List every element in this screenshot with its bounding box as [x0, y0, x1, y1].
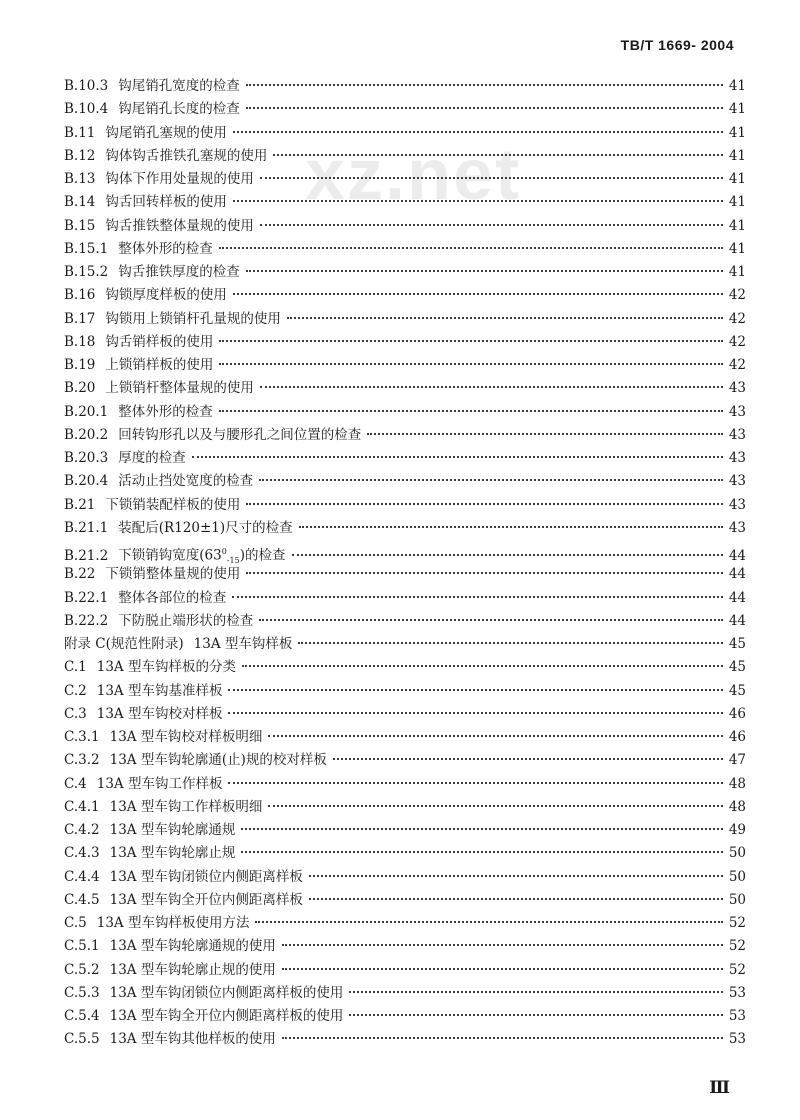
dot-leader [309, 898, 723, 900]
dot-leader [241, 828, 722, 830]
toc-entry [64, 796, 746, 819]
toc-entry-title: 13A 型车钩轮廓止规 [109, 845, 236, 862]
toc-entry-page: 41 [728, 194, 746, 211]
dot-leader [255, 921, 722, 923]
toc-entry-title: 整体外形的检查 [118, 403, 213, 420]
dot-leader [349, 1014, 722, 1016]
toc-entry [64, 122, 746, 145]
toc-entry-number: B.21.2 [64, 547, 109, 564]
toc-entry-page: 43 [728, 450, 746, 466]
toc-entry [64, 1028, 746, 1051]
toc-entry-page: 50 [728, 845, 746, 862]
toc-entry-title: 13A 型车钩其他样板的使用 [109, 1031, 276, 1048]
toc-entry [64, 773, 746, 796]
toc-entry-number: B.22 [64, 566, 96, 583]
toc-entry-page: 49 [728, 822, 746, 838]
toc-entry-number: B.18 [64, 333, 96, 350]
toc-entry [64, 982, 746, 1005]
toc-entry-number: B.20.3 [64, 450, 109, 466]
toc-entry-number: B.15 [64, 217, 96, 234]
toc-entry-title: 钩锁厚度样板的使用 [105, 287, 227, 304]
toc-entry-title: 钩锁用上锁销杆孔量规的使用 [105, 310, 281, 327]
toc-entry [64, 866, 746, 889]
toc-entry-page: 52 [728, 961, 746, 978]
toc-entry-title: 13A 型车钩样板的分类 [96, 659, 236, 676]
dot-leader [246, 270, 723, 272]
toc-entry-title: 13A 型车钩工作样板明细 [109, 798, 263, 815]
toc-entry-page: 44 [728, 612, 746, 629]
toc-entry [64, 842, 746, 865]
toc-entry-page: 43 [728, 426, 746, 443]
toc-entry-title: 13A 型车钩闭锁位内侧距离样板的使用 [109, 984, 344, 1001]
toc-entry-number: C.2 [64, 682, 87, 699]
toc-entry [64, 517, 746, 540]
toc-entry [64, 98, 746, 121]
dot-leader [228, 712, 722, 714]
toc-entry [64, 470, 746, 493]
dot-leader [260, 224, 723, 226]
toc-entry-number: B.20.4 [64, 473, 109, 490]
dot-leader [268, 735, 722, 737]
toc-entry [64, 656, 746, 679]
toc-entry-title: 13A 型车钩基准样板 [96, 682, 223, 699]
toc-entry-number: B.12 [64, 147, 96, 164]
watermark: xz.net [305, 135, 522, 215]
toc-entry-title: 钩尾销孔塞规的使用 [105, 124, 227, 141]
dot-leader [232, 596, 723, 598]
toc-entry [64, 494, 746, 517]
toc-entry-number: B.22.1 [64, 589, 109, 606]
toc-entry-page: 45 [728, 682, 746, 699]
toc-entry-number: B.14 [64, 194, 96, 211]
toc-entry-number: C.5.1 [64, 938, 100, 955]
dot-leader [246, 84, 723, 86]
toc-entry [64, 424, 746, 447]
dot-leader [233, 200, 723, 202]
toc-entry-page: 52 [728, 938, 746, 955]
toc-entry-title: 13A 型车钩轮廓通规 [109, 822, 236, 838]
toc-entry-number: C.5.4 [64, 1008, 100, 1024]
toc-entry-page: 43 [728, 473, 746, 490]
toc-entry-number: B.20.1 [64, 403, 109, 420]
tolerance-upper: 0 [221, 547, 227, 556]
toc-entry-number: C.4.3 [64, 845, 100, 862]
toc-entry-number: C.4.5 [64, 891, 100, 908]
toc-entry-title: 钩体下作用处量规的使用 [105, 171, 254, 187]
toc-entry [64, 191, 746, 214]
toc-entry-page: 41 [728, 78, 746, 94]
dot-leader [246, 572, 722, 574]
toc-entry [64, 238, 746, 261]
toc-entry-number: B.15.1 [64, 240, 109, 257]
dot-leader [228, 782, 722, 784]
toc-entry [64, 587, 746, 610]
toc-entry [64, 261, 746, 284]
dot-leader [242, 665, 723, 667]
toc-entry-number: C.5.3 [64, 984, 100, 1001]
toc-entry-page: 41 [728, 124, 746, 141]
toc-entry-page: 52 [728, 915, 746, 931]
toc-entry [64, 308, 746, 331]
toc-entry-page: 42 [728, 333, 746, 350]
toc-entry [64, 633, 746, 656]
dot-leader [268, 805, 722, 807]
dot-leader [228, 689, 722, 691]
toc-entry-number: B.10.3 [64, 78, 109, 94]
toc-entry [64, 935, 746, 958]
toc-entry-page: 44 [728, 547, 746, 564]
toc-entry-title: 13A 型车钩轮廓止规的使用 [109, 961, 276, 978]
toc-entry-number: C.4.2 [64, 822, 100, 838]
dot-leader [241, 851, 722, 853]
dot-leader [233, 293, 723, 295]
toc-entry-page: 45 [728, 659, 746, 676]
toc-entry [64, 726, 746, 749]
toc-entry-title: 上锁销杆整体量规的使用 [105, 380, 254, 397]
toc-entry-number: B.13 [64, 171, 96, 187]
toc-entry [64, 749, 746, 772]
toc-entry-page: 43 [728, 496, 746, 513]
dot-leader [246, 503, 722, 505]
dot-leader [246, 107, 723, 109]
toc-entry-number: B.21.1 [64, 519, 109, 536]
toc-entry-page: 43 [728, 380, 746, 397]
toc-entry-page: 42 [728, 287, 746, 304]
dot-leader [259, 479, 723, 481]
toc-entry [64, 145, 746, 168]
toc-entry-title: 13A 型车钩样板使用方法 [96, 915, 250, 931]
dot-leader [233, 131, 723, 133]
toc-entry-page: 44 [728, 589, 746, 606]
toc-entry-number: C.3 [64, 705, 87, 722]
dot-leader [282, 944, 723, 946]
toc-entry-page: 43 [728, 403, 746, 420]
toc-entry-number: 附录 C(规范性附录) [64, 636, 184, 652]
dot-leader [282, 1037, 723, 1039]
dot-leader [192, 456, 723, 458]
toc-entry-number: C.5.5 [64, 1031, 100, 1048]
toc-entry-number: C.4 [64, 775, 87, 792]
toc-entry-title: 回转钩形孔以及与腰形孔之间位置的检查 [118, 426, 362, 443]
dot-leader [298, 642, 722, 644]
toc-entry [64, 447, 746, 470]
dot-leader [273, 154, 722, 156]
toc-entry-page: 46 [728, 729, 746, 745]
toc-entry-number: B.17 [64, 310, 96, 327]
toc-entry-page: 47 [728, 752, 746, 769]
toc-entry [64, 1005, 746, 1028]
table-of-contents [64, 75, 746, 1052]
toc-entry-page: 41 [728, 171, 746, 187]
toc-entry-page: 53 [728, 1008, 746, 1024]
toc-entry-page: 48 [728, 775, 746, 792]
toc-entry-number: B.20.2 [64, 426, 109, 443]
toc-entry-title: 13A 型车钩闭锁位内侧距离样板 [109, 868, 303, 885]
toc-entry-title: 钩舌推铁整体量规的使用 [105, 217, 254, 234]
page-number: Ⅲ [709, 1078, 730, 1097]
tolerance-lower: -15 [226, 556, 240, 566]
toc-entry [64, 354, 746, 377]
dot-leader [299, 526, 723, 528]
toc-entry-title: 13A 型车钩全开位内侧距离样板 [109, 891, 303, 908]
toc-entry-title: 上锁销样板的使用 [105, 357, 214, 373]
dot-leader [260, 177, 723, 179]
toc-entry [64, 284, 746, 307]
dot-leader [292, 554, 723, 556]
toc-entry-page: 41 [728, 240, 746, 257]
toc-entry-title: 整体外形的检查 [118, 240, 213, 257]
dot-leader [349, 991, 722, 993]
toc-entry-number: C.5 [64, 915, 87, 931]
dot-leader [259, 619, 723, 621]
dot-leader [219, 247, 723, 249]
toc-entry-page: 53 [728, 984, 746, 1001]
toc-entry-number: C.4.1 [64, 798, 100, 815]
toc-entry-page: 41 [728, 217, 746, 234]
toc-entry-title: 13A 型车钩校对样板 [96, 705, 223, 722]
toc-entry-page: 42 [728, 310, 746, 327]
toc-entry-page: 41 [728, 101, 746, 118]
toc-entry-title: 13A 型车钩全开位内侧距离样板的使用 [109, 1008, 344, 1024]
toc-entry [64, 703, 746, 726]
toc-entry-number: B.10.4 [64, 101, 109, 118]
toc-entry-title: 13A 型车钩轮廓通(止)规的校对样板 [109, 752, 327, 769]
toc-entry [64, 75, 746, 98]
toc-entry-number: C.3.1 [64, 729, 100, 745]
toc-entry-page: 44 [728, 566, 746, 583]
toc-entry-page: 43 [728, 519, 746, 536]
toc-entry-title: 钩体钩舌推铁孔塞规的使用 [105, 147, 268, 164]
toc-entry-title: 13A 型车钩轮廓通规的使用 [109, 938, 276, 955]
toc-entry [64, 540, 746, 566]
toc-entry-title: 13A 型车钩工作样板 [96, 775, 223, 792]
toc-entry-number: B.11 [64, 124, 96, 141]
toc-entry [64, 563, 746, 586]
toc-entry [64, 912, 746, 935]
toc-entry-number: C.1 [64, 659, 87, 676]
toc-entry [64, 959, 746, 982]
toc-entry-title: 活动止挡处宽度的检查 [118, 473, 254, 490]
toc-entry [64, 680, 746, 703]
toc-entry-page: 45 [728, 636, 746, 652]
toc-entry-title: 下防脱止端形状的检查 [118, 612, 254, 629]
toc-entry-page: 53 [728, 1031, 746, 1048]
toc-entry-title: 钩尾销孔长度的检查 [118, 101, 240, 118]
toc-entry-number: C.4.4 [64, 868, 100, 885]
toc-entry [64, 331, 746, 354]
dot-leader [219, 410, 723, 412]
toc-entry [64, 168, 746, 191]
toc-entry-title: 钩尾销孔宽度的检查 [118, 78, 240, 94]
dot-leader [282, 968, 723, 970]
toc-entry-page: 50 [728, 891, 746, 908]
toc-entry [64, 610, 746, 633]
toc-entry [64, 889, 746, 912]
toc-entry-title: 厚度的检查 [118, 450, 186, 466]
toc-entry-number: B.16 [64, 287, 96, 304]
toc-entry-number: B.15.2 [64, 264, 109, 280]
toc-entry-number: B.21 [64, 496, 96, 513]
toc-entry-page: 46 [728, 705, 746, 722]
dot-leader [309, 875, 723, 877]
toc-entry-title: 13A 型车钩校对样板明细 [109, 729, 263, 745]
toc-entry-title-text: 下锁销钩宽度(63 [118, 547, 222, 564]
toc-entry-title: 钩舌销样板的使用 [105, 333, 214, 350]
dot-leader [287, 317, 723, 319]
toc-entry-title-text: )的检查 [239, 547, 286, 564]
toc-entry-title: 下锁销装配样板的使用 [105, 496, 241, 513]
toc-entry-number: C.5.2 [64, 961, 100, 978]
dot-leader [333, 758, 723, 760]
toc-entry-title: 整体各部位的检查 [118, 589, 227, 606]
dot-leader [219, 363, 722, 365]
dot-leader [219, 340, 722, 342]
toc-entry-page: 50 [728, 868, 746, 885]
toc-entry-page: 41 [728, 147, 746, 164]
toc-entry [64, 377, 746, 400]
toc-entry-page: 48 [728, 798, 746, 815]
toc-entry [64, 215, 746, 238]
toc-entry [64, 401, 746, 424]
toc-entry-page: 42 [728, 357, 746, 373]
toc-entry-page: 41 [728, 264, 746, 280]
toc-entry-number: B.19 [64, 357, 96, 373]
dot-leader [367, 433, 723, 435]
toc-entry-number: B.22.2 [64, 612, 109, 629]
toc-entry-title: 下锁销整体量规的使用 [105, 566, 241, 583]
toc-entry-title: 13A 型车钩样板 [193, 636, 293, 652]
document-code: TB/T 1669- 2004 [620, 37, 734, 53]
toc-entry [64, 819, 746, 842]
toc-entry-title: 装配后(R120±1)尺寸的检查 [118, 519, 293, 536]
toc-entry-number: B.20 [64, 380, 96, 397]
dot-leader [260, 386, 723, 388]
toc-entry-title: 钩舌推铁厚度的检查 [118, 264, 240, 280]
toc-entry-title: 钩舌回转样板的使用 [105, 194, 227, 211]
toc-entry-number: C.3.2 [64, 752, 100, 769]
